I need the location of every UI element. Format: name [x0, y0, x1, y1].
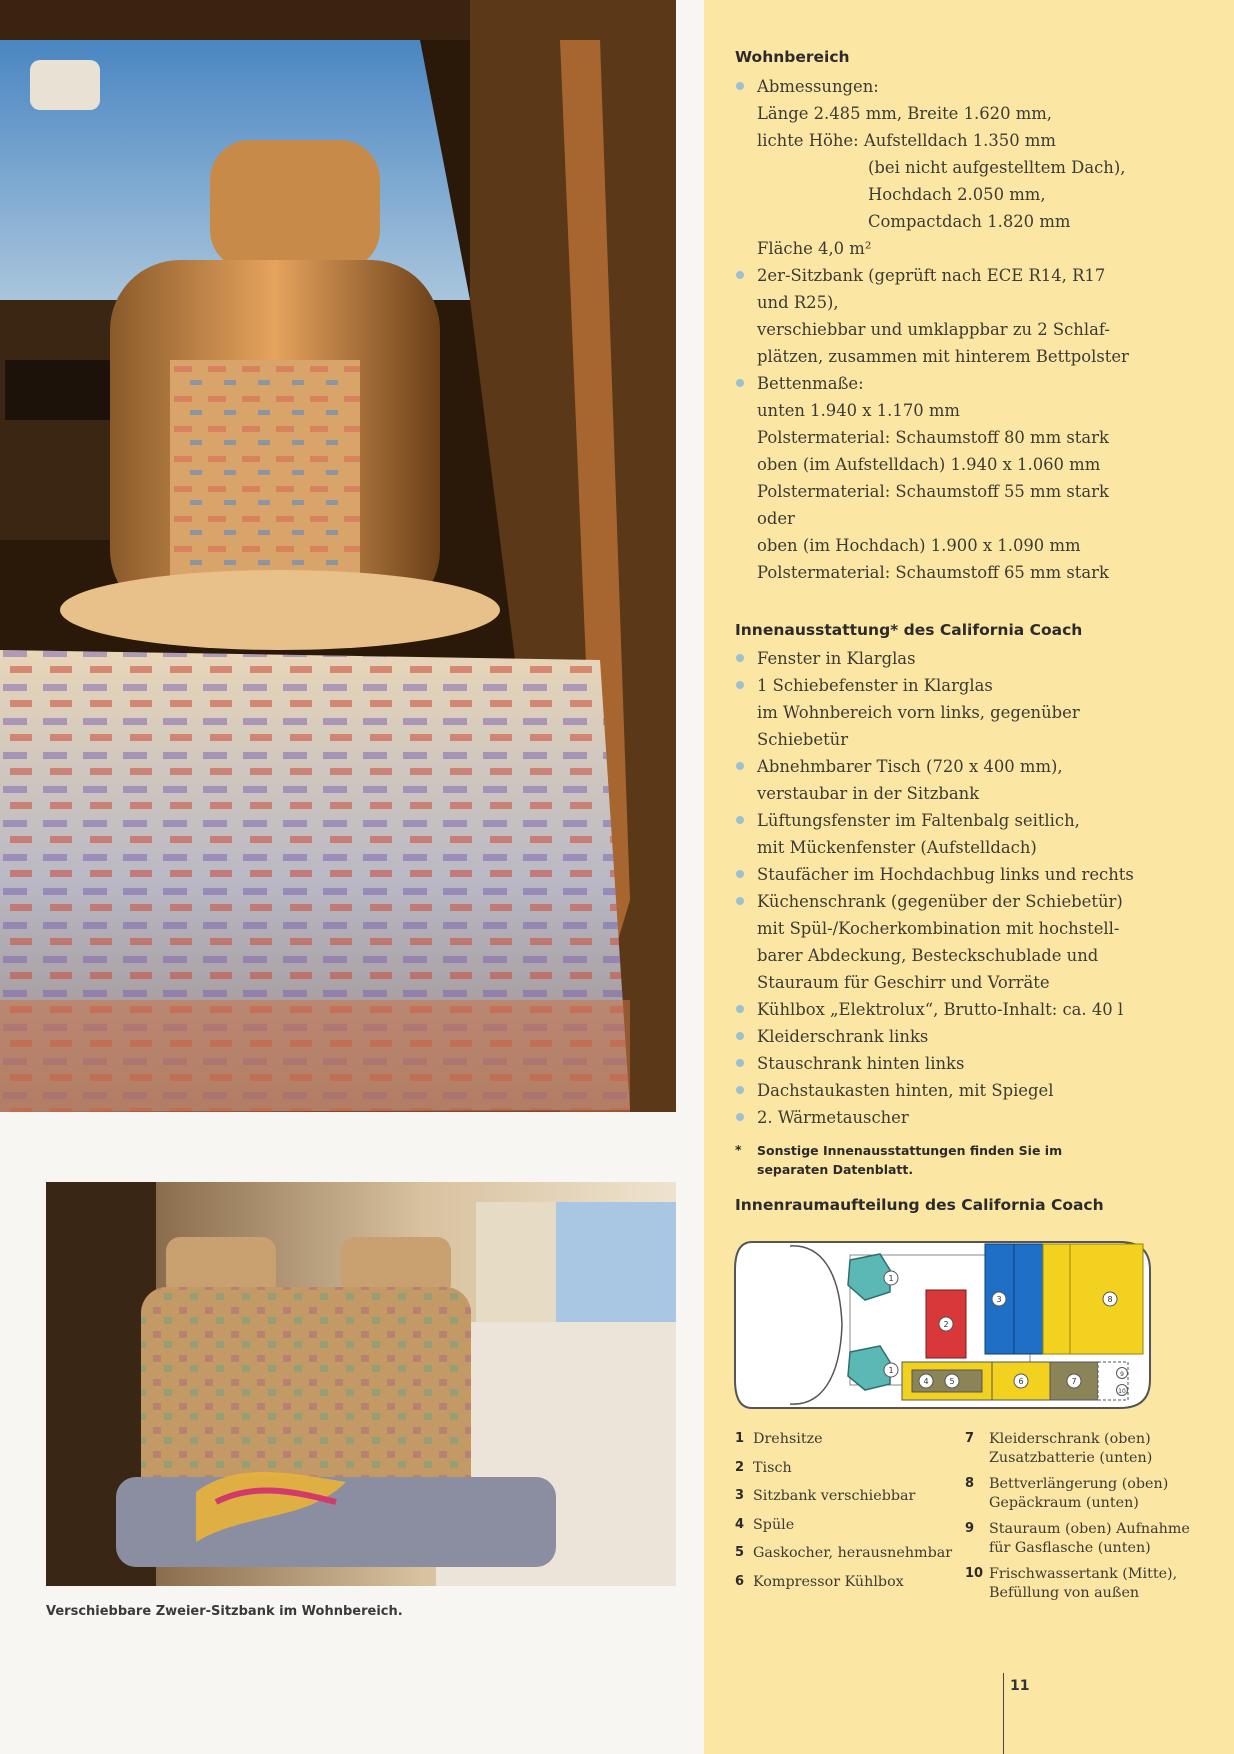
list-item-text: oben (im Hochdach) 1.900 x 1.090 mm [757, 536, 1081, 555]
legend-number: 6 [735, 1573, 745, 1589]
legend-text: Frischwassertank (Mitte), [989, 1566, 1178, 1582]
list-item-text: plätzen, zusammen mit hinterem Bettpolster [757, 347, 1129, 366]
legend-text: Stauraum (oben) Aufnahme [989, 1521, 1190, 1537]
list-item [735, 1104, 1195, 1131]
legend-item [735, 1516, 985, 1535]
list-item-text: Staufächer im Hochdachbug links und rechts [757, 865, 1134, 884]
list-item-text: Lüftungsfenster im Faltenbalg seitlich, [757, 811, 1080, 830]
photo-caption: Verschiebbare Zweier-Sitzbank im Wohnbereich. [46, 1604, 403, 1619]
legend-number: 9 [965, 1521, 975, 1536]
legend-number: 1 [735, 1431, 745, 1446]
legend-text: Gepäckraum (unten) [989, 1494, 1139, 1511]
legend-text: Gaskocher, herausnehmbar [753, 1545, 953, 1561]
legend-number: 4 [735, 1516, 745, 1532]
list-item-text: und R25), [757, 293, 839, 312]
list-item [735, 888, 1195, 996]
list-item [735, 807, 1195, 861]
list-item-text: mit Spül-/Kocherkombination mit hochstell- [757, 919, 1120, 938]
list-item [735, 1023, 1195, 1050]
list-item-text: 2er-Sitzbank (geprüft nach ECE R14, R17 [757, 266, 1106, 285]
bed-extension-8 [1043, 1244, 1143, 1354]
section-title-innenraumaufteilung: Innenraumaufteilung des California Coach [735, 1196, 1104, 1214]
wohnbereich-list [735, 73, 1195, 586]
legend-item [965, 1520, 1215, 1557]
marker-label: 6 [1018, 1377, 1024, 1386]
legend-text: Kompressor Kühlbox [753, 1573, 904, 1590]
marker-label: 10 [1118, 1388, 1126, 1395]
list-item-text: Stauschrank hinten links [757, 1054, 965, 1073]
legend-number: 2 [735, 1459, 745, 1475]
list-item-text: Compactdach 1.820 mm [868, 212, 1071, 231]
list-item-text: (bei nicht aufgestelltem Dach), [868, 158, 1126, 177]
list-item-text: barer Abdeckung, Besteckschublade und [757, 946, 1099, 965]
list-item-text: verstaubar in der Sitzbank [757, 784, 980, 803]
photo-main-interior [0, 0, 676, 1112]
list-item-text: unten 1.940 x 1.170 mm [757, 401, 960, 420]
list-item-text: oder [757, 509, 795, 528]
legend-left [735, 1430, 985, 1601]
list-item-sitzbank [735, 262, 1195, 370]
legend-item [735, 1487, 985, 1506]
list-item-text: Fenster in Klarglas [757, 649, 916, 668]
legend-item [735, 1459, 985, 1478]
list-item-text: Dachstaukasten hinten, mit Spiegel [757, 1081, 1054, 1100]
page-number: 11 [1010, 1678, 1030, 1694]
list-item [735, 996, 1195, 1023]
marker-label: 4 [923, 1377, 929, 1386]
legend-text: Bettverlängerung (oben) [989, 1476, 1169, 1492]
legend-number: 8 [965, 1476, 975, 1491]
legend-text: für Gasflasche (unten) [989, 1539, 1151, 1556]
list-item-text: verschiebbar und umklappbar zu 2 Schlaf- [757, 320, 1110, 339]
list-item-text: Länge 2.485 mm, Breite 1.620 mm, [757, 104, 1052, 123]
legend-item [965, 1475, 1215, 1512]
floor-plan-diagram [730, 1230, 1162, 1430]
legend-item [965, 1565, 1215, 1602]
list-item-text: Küchenschrank (gegenüber der Schiebetür) [757, 892, 1123, 911]
marker-label: 5 [949, 1377, 955, 1386]
list-item-text: Schiebetür [757, 730, 849, 749]
legend-text: Drehsitze [753, 1431, 823, 1447]
marker-label: 7 [1071, 1377, 1077, 1386]
innenausstattung-list [735, 645, 1195, 1131]
list-item [735, 645, 1195, 672]
list-item [735, 753, 1195, 807]
legend-text: Sitzbank verschiebbar [753, 1488, 916, 1504]
marker-label: 1 [888, 1274, 894, 1283]
list-item [735, 672, 1195, 753]
legend-text: Kleiderschrank (oben) [989, 1431, 1151, 1447]
section-title-innenausstattung: Innenausstattung* des California Coach [735, 621, 1083, 639]
list-item-abmessungen [735, 73, 1195, 262]
footnote: * Sonstige Innenausstattungen finden Sie im separaten Datenblatt. [735, 1141, 1087, 1179]
legend-item [735, 1430, 985, 1449]
legend-item [965, 1430, 1215, 1467]
list-item-text: lichte Höhe: Aufstelldach 1.350 mm [757, 131, 1056, 150]
marker-label: 8 [1107, 1295, 1113, 1304]
list-item-text: Stauraum für Geschirr und Vorräte [757, 973, 1050, 992]
legend-right [965, 1430, 1215, 1610]
section-title-wohnbereich: Wohnbereich [735, 48, 850, 66]
list-item-text: oben (im Aufstelldach) 1.940 x 1.060 mm [757, 455, 1101, 474]
list-item [735, 1077, 1195, 1104]
marker-label: 2 [943, 1320, 949, 1329]
list-item-text: 2. Wärmetauscher [757, 1108, 909, 1127]
list-item-text: 1 Schiebefenster in Klarglas [757, 676, 993, 695]
page-number-rule [1003, 1673, 1004, 1754]
legend-text: Befüllung von außen [989, 1584, 1140, 1601]
list-item-text: Fläche 4,0 m² [757, 239, 872, 258]
photo-small-bench-illustration [46, 1182, 676, 1586]
list-item-text: Kühlbox „Elektrolux“, Brutto-Inhalt: ca. 40 l [757, 1000, 1124, 1019]
legend-item [735, 1573, 985, 1592]
legend-item [735, 1544, 985, 1563]
legend-number: 3 [735, 1488, 745, 1503]
photo-small-bench [46, 1182, 676, 1586]
list-item-text: Abnehmbarer Tisch (720 x 400 mm), [757, 757, 1063, 776]
list-item-text: Abmessungen: [757, 77, 879, 96]
marker-label: 1 [888, 1366, 894, 1375]
legend-number: 5 [735, 1545, 745, 1560]
list-item-text: Polstermaterial: Schaumstoff 65 mm stark [757, 563, 1109, 582]
photo-main-interior-illustration [0, 0, 676, 1112]
list-item [735, 861, 1195, 888]
list-item-text: mit Mückenfenster (Aufstelldach) [757, 838, 1037, 857]
legend-text: Zusatzbatterie (unten) [989, 1449, 1153, 1466]
list-item-text: Polstermaterial: Schaumstoff 55 mm stark [757, 482, 1109, 501]
list-item-text: Bettenmaße: [757, 374, 864, 393]
legend-number: 7 [965, 1431, 975, 1446]
list-item-bettenmasse [735, 370, 1195, 586]
legend-text: Tisch [753, 1459, 792, 1476]
list-item-text: Hochdach 2.050 mm, [868, 185, 1046, 204]
marker-label: 3 [996, 1295, 1002, 1304]
legend-number: 10 [965, 1566, 984, 1581]
list-item-text: Polstermaterial: Schaumstoff 80 mm stark [757, 428, 1109, 447]
list-item-text: Kleiderschrank links [757, 1027, 929, 1046]
list-item-text: im Wohnbereich vorn links, gegenüber [757, 703, 1080, 722]
legend-text: Spüle [753, 1516, 795, 1533]
list-item [735, 1050, 1195, 1077]
marker-label: 9 [1120, 1371, 1124, 1378]
